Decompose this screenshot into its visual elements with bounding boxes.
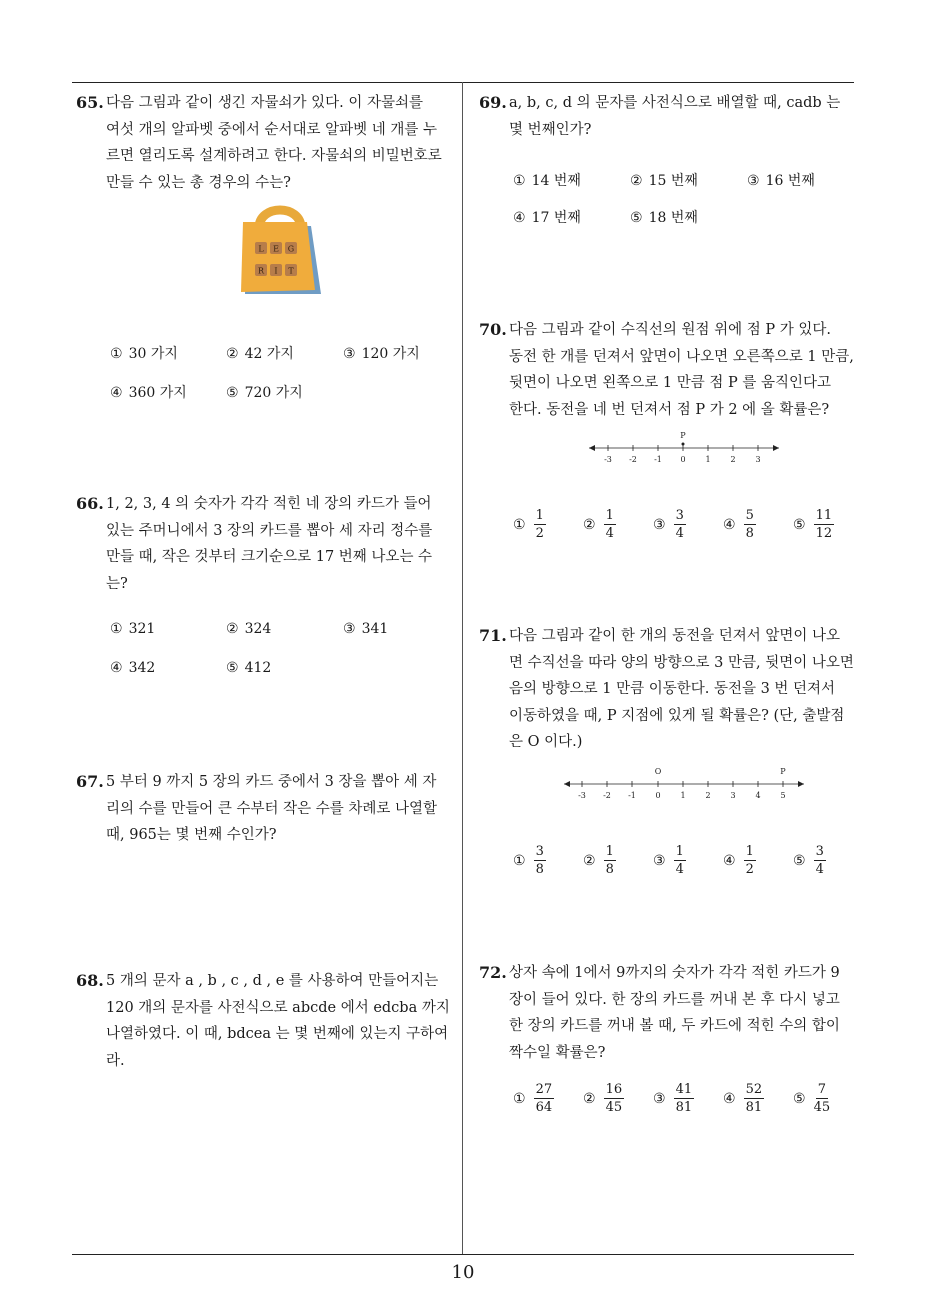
choice[interactable]: ② 15 번째 [630, 173, 698, 189]
choice[interactable]: ④ $\frac{1}{2}$ [723, 844, 754, 877]
top-rule [72, 82, 854, 83]
lock-key-label: R [257, 266, 265, 276]
tick-label: -1 [654, 455, 662, 464]
lock-key-label: E [273, 244, 279, 254]
choice[interactable]: ① $\frac{3}{8}$ [513, 844, 544, 877]
tick-label: -3 [604, 455, 612, 464]
origin-label: O [654, 767, 662, 776]
number-line-70 [585, 428, 785, 468]
question-number: 69. [479, 93, 507, 112]
choice[interactable]: ① 14 번째 [513, 173, 581, 189]
choice[interactable]: ② $\frac{1}{4}$ [583, 508, 614, 541]
question-69 [479, 90, 859, 143]
lock-key-label: T [288, 266, 294, 276]
bottom-rule [72, 1254, 854, 1255]
question-number: 67. [76, 772, 104, 791]
choice[interactable]: ③ 120 가지 [343, 346, 420, 362]
point-label: P [780, 767, 786, 776]
page-number: 10 [451, 1262, 475, 1283]
choice[interactable]: ⑤ 18 번째 [630, 210, 698, 226]
tick-label: -1 [628, 791, 636, 800]
question-text: 다음 그림과 같이 수직선의 원점 위에 점 P 가 있다. 동전 한 개를 던져서 앞면이 나오면 오른쪽으로 1 만큼, 뒷면이 나오면 왼쪽으로 1 만큼 점 P 를 움직인다고 한다. 동전을 네 번 던져서 점 P 가 2 에 올 확률은? [509, 322, 854, 418]
tick-label: 1 [680, 791, 686, 800]
choice[interactable]: ④ 17 번째 [513, 210, 581, 226]
question-text: 상자 속에 1에서 9까지의 숫자가 각각 적힌 카드가 9 장이 들어 있다. 한 장의 카드를 꺼내 본 후 다시 넣고 한 장의 카드를 꺼내 볼 때, 두 카드에 적힌 수의 합이 짝수일 확률은? [509, 965, 840, 1061]
question-text: 5 부터 9 까지 5 장의 카드 중에서 3 장을 뽑아 세 자 리의 수를 만들어 큰 수부터 작은 수를 차례로 나열할 때, 965는 몇 번째 수인가? [106, 774, 438, 843]
tick-label: -3 [578, 791, 586, 800]
question-number: 66. [76, 494, 104, 513]
choice[interactable]: ② 42 가지 [226, 346, 294, 362]
question-66 [76, 491, 456, 597]
choice[interactable]: ④ $\frac{52}{81}$ [723, 1082, 763, 1115]
question-70 [479, 317, 859, 423]
question-number: 68. [76, 971, 104, 990]
tick-label: -2 [603, 791, 611, 800]
tick-label: 2 [730, 455, 736, 464]
tick-label: 2 [705, 791, 711, 800]
tick-label: 1 [705, 455, 711, 464]
choice[interactable]: ③ $\frac{41}{81}$ [653, 1082, 693, 1115]
choice[interactable]: ⑤ $\frac{7}{45}$ [793, 1082, 831, 1115]
padlock-image [237, 200, 323, 300]
choice[interactable]: ② 324 [226, 621, 272, 637]
question-67 [76, 769, 456, 849]
tick-label: 5 [780, 791, 786, 800]
choice[interactable]: ① $\frac{27}{64}$ [513, 1082, 553, 1115]
lock-key-label: L [258, 244, 264, 254]
choice[interactable]: ⑤ 720 가지 [226, 385, 303, 401]
question-72 [479, 960, 859, 1066]
choice[interactable]: ⑤ $\frac{3}{4}$ [793, 844, 824, 877]
choice[interactable]: ③ $\frac{1}{4}$ [653, 844, 684, 877]
point-label: P [680, 431, 686, 440]
question-text: 5 개의 문자 a , b , c , d , e 를 사용하여 만들어지는 120 개의 문자를 사전식으로 abcde 에서 edcba 까지 나열하였다. 이 때, bdcea 는 몇 번째에 있는지 구하여 라. [106, 973, 450, 1069]
question-number: 72. [479, 963, 507, 982]
question-68 [76, 968, 456, 1074]
question-text: a, b, c, d 의 문자를 사전식으로 배열할 때, cadb 는 몇 번째인가? [509, 95, 841, 138]
choice[interactable]: ③ 341 [343, 621, 389, 637]
number-line-71 [560, 762, 810, 804]
question-text: 1, 2, 3, 4 의 숫자가 각각 적힌 네 장의 카드가 들어 있는 주머니에서 3 장의 카드를 뽑아 세 자리 정수를 만들 때, 작은 것부터 크기순으로 17 번째 나오는 수 는? [106, 496, 433, 592]
question-number: 71. [479, 626, 507, 645]
choice[interactable]: ② $\frac{16}{45}$ [583, 1082, 623, 1115]
choice[interactable]: ④ 360 가지 [110, 385, 187, 401]
question-number: 65. [76, 93, 104, 112]
tick-label: 3 [755, 455, 761, 464]
choice[interactable]: ④ $\frac{5}{8}$ [723, 508, 754, 541]
choice[interactable]: ⑤ $\frac{11}{12}$ [793, 508, 833, 541]
question-71 [479, 623, 859, 756]
tick-label: 0 [655, 791, 661, 800]
choice[interactable]: ① $\frac{1}{2}$ [513, 508, 544, 541]
tick-label: 4 [755, 791, 761, 800]
choice[interactable]: ③ $\frac{3}{4}$ [653, 508, 684, 541]
choice[interactable]: ② $\frac{1}{8}$ [583, 844, 614, 877]
question-text: 다음 그림과 같이 한 개의 동전을 던져서 앞면이 나오 면 수직선을 따라 양의 방향으로 3 만큼, 뒷면이 나오면 음의 방향으로 1 만큼 이동한다. 동전을 3 번 던져서 이동하였을 때, P 지점에 있게 될 확률은? (단, 출발점 은 O 이다.) [509, 628, 854, 750]
tick-label: -2 [629, 455, 637, 464]
tick-label: 3 [730, 791, 736, 800]
tick-label: 0 [680, 455, 686, 464]
question-text: 다음 그림과 같이 생긴 자물쇠가 있다. 이 자물쇠를 여섯 개의 알파벳 중에서 순서대로 알파벳 네 개를 누 르면 열리도록 설계하려고 한다. 자물쇠의 비밀번호로 만들 수 있는 총 경우의 수는? [106, 95, 442, 191]
question-number: 70. [479, 320, 507, 339]
choice[interactable]: ① 30 가지 [110, 346, 178, 362]
lock-key-label: I [274, 266, 278, 276]
column-divider [462, 82, 463, 1254]
lock-key-label: G [287, 244, 295, 254]
choice[interactable]: ③ 16 번째 [747, 173, 815, 189]
question-65 [76, 90, 456, 196]
choice[interactable]: ① 321 [110, 621, 156, 637]
choice[interactable]: ④ 342 [110, 660, 156, 676]
choice[interactable]: ⑤ 412 [226, 660, 272, 676]
